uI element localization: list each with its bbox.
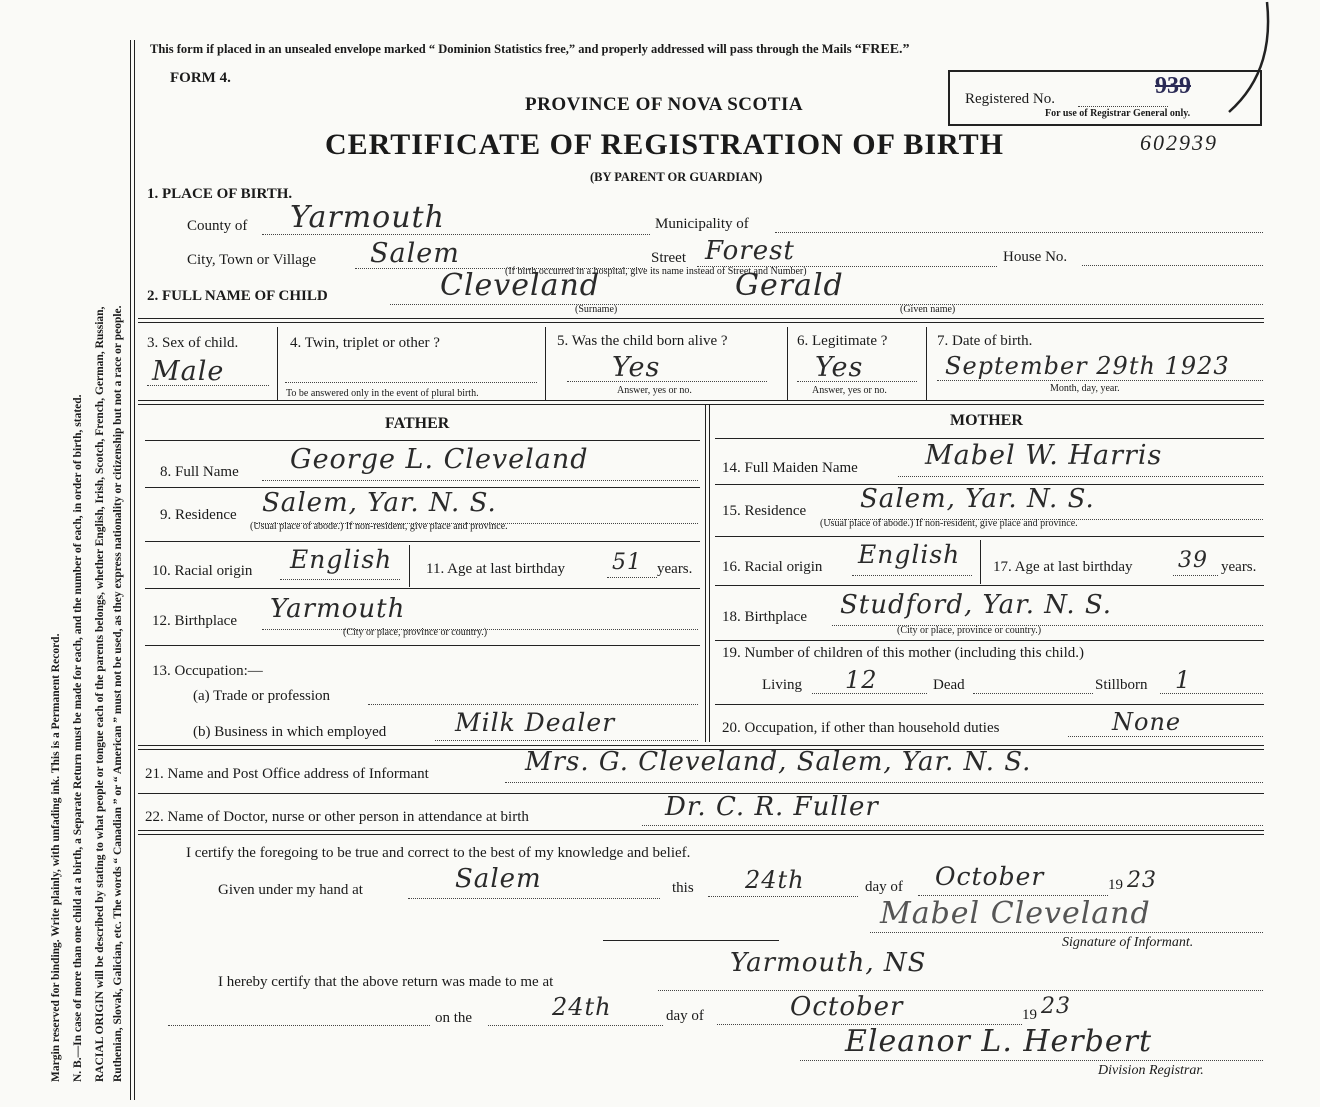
mother-age-label: 17. Age at last birthday	[993, 559, 1133, 575]
living-value: 12	[845, 666, 878, 694]
mother-occupation-value: None	[1112, 708, 1182, 736]
place-heading: 1. PLACE OF BIRTH.	[147, 186, 293, 202]
county-value: Yarmouth	[290, 200, 445, 235]
legitimate-label: 6. Legitimate ?	[797, 333, 888, 349]
registrar-caption: Division Registrar.	[1098, 1063, 1204, 1078]
mail-notice-text: This form if placed in an unsealed envelope marked “ Dominion Statistics free,” and properly addressed will pass through the Mails	[150, 42, 855, 56]
informant-signature-caption: Signature of Informant.	[1062, 935, 1194, 950]
dob-label: 7. Date of birth.	[937, 333, 1033, 349]
sex-label: 3. Sex of child.	[147, 335, 239, 351]
margin-note-1: Margin reserved for binding. Write plainly, with unfading ink. This is a Permanent Record.	[50, 633, 62, 1082]
county-label: County of	[187, 218, 248, 234]
twin-caption: To be answered only in the event of plural birth.	[286, 388, 479, 399]
registration-year-prefix: 19	[1022, 1007, 1037, 1023]
child-surname: Cleveland	[440, 268, 601, 303]
mother-occupation-label: 20. Occupation, if other than household duties	[722, 720, 1000, 736]
mail-notice	[150, 42, 910, 58]
living-label: Living	[762, 677, 802, 693]
stillborn-value: 1	[1175, 666, 1192, 694]
mother-birthplace-label: 18. Birthplace	[722, 609, 807, 625]
father-residence-value: Salem, Yar. N. S.	[262, 488, 497, 518]
twin-label: 4. Twin, triplet or other ?	[290, 335, 440, 351]
surname-caption: (Surname)	[575, 304, 618, 315]
stamp-number: 602939	[1140, 130, 1218, 155]
registrar-signature: Eleanor L. Herbert	[845, 1024, 1152, 1059]
page-title: CERTIFICATE OF REGISTRATION OF BIRTH	[325, 128, 1004, 161]
alive-label: 5. Was the child born alive ?	[557, 333, 728, 349]
child-given-name: Gerald	[735, 268, 844, 303]
alive-value: Yes	[612, 352, 661, 383]
given-day-value: 24th	[745, 866, 805, 894]
certify-statement: I certify the foregoing to be true and correct to the best of my knowledge and belief.	[186, 845, 691, 861]
registered-label: Registered No.	[965, 91, 1055, 107]
father-birthplace-label: 12. Birthplace	[152, 613, 237, 629]
mother-name-value: Mabel W. Harris	[925, 440, 1163, 471]
divider	[138, 400, 1264, 405]
doctor-label: 22. Name of Doctor, nurse or other person in attendance at birth	[145, 809, 529, 825]
given-month-value: October	[935, 862, 1045, 891]
mail-notice-free: “FREE.”	[854, 42, 910, 57]
divider	[138, 318, 1264, 323]
children-count-label: 19. Number of children of this mother (including this child.)	[722, 645, 1085, 661]
this-label: this	[672, 880, 694, 896]
street-value: Forest	[705, 236, 795, 266]
binding-margin	[0, 0, 135, 1107]
registration-month-value: October	[790, 992, 904, 1022]
doctor-value: Dr. C. R. Fuller	[665, 792, 879, 822]
registration-year-value: 23	[1041, 994, 1071, 1019]
mother-race-value: English	[858, 540, 961, 569]
father-name-label: 8. Full Name	[160, 464, 239, 480]
dayof-label: day of	[865, 879, 903, 895]
dead-label: Dead	[933, 677, 965, 693]
pen-mark-icon	[1215, 0, 1275, 120]
margin-note-4: Ruthenian, Slovak, Galician, etc. The words “ Canadian ” or “ American ” must not be used, as they express nationality or citizenship but not a race or people.	[112, 305, 124, 1082]
hereby-statement: I hereby certify that the above return was made to me at	[218, 974, 554, 990]
dob-caption: Month, day, year.	[1050, 383, 1120, 394]
registered-number: 939	[1155, 73, 1191, 99]
alive-caption: Answer, yes or no.	[617, 385, 692, 396]
onthe-label: on the	[435, 1010, 473, 1026]
father-residence-caption: (Usual place of abode.) If non-resident, give place and province.	[250, 521, 508, 532]
city-label: City, Town or Village	[187, 252, 317, 268]
mother-years-label: years.	[1221, 559, 1257, 575]
father-birthplace-caption: (City or place, province or country.)	[343, 627, 488, 638]
street-label: Street	[651, 250, 686, 266]
margin-note-3: RACIAL ORIGIN will be described by stating to what people or tongue each of the parents belongs, whether English, Irish, Scotch, French, German, Russian,	[94, 306, 106, 1082]
informant-label: 21. Name and Post Office address of Informant	[145, 766, 429, 782]
father-heading: FATHER	[385, 415, 450, 432]
registered-caption: For use of Registrar General only.	[1045, 108, 1191, 119]
given-place-value: Salem	[455, 864, 542, 894]
trade-label: (a) Trade or profession	[193, 688, 331, 704]
mother-heading: MOTHER	[950, 412, 1023, 429]
given-label: Given under my hand at	[218, 882, 363, 898]
mother-residence-label: 15. Residence	[722, 503, 807, 519]
page-subtitle: (BY PARENT OR GUARDIAN)	[590, 170, 763, 184]
margin-rule-inner	[134, 40, 135, 1100]
mother-birthplace-value: Studford, Yar. N. S.	[840, 590, 1113, 620]
father-birthplace-value: Yarmouth	[270, 594, 406, 624]
city-value: Salem	[370, 238, 460, 269]
given-name-caption: (Given name)	[900, 304, 956, 315]
father-residence-label: 9. Residence	[160, 507, 237, 523]
father-age-value: 51	[612, 550, 642, 575]
mother-residence-caption: (Usual place of abode.) If non-resident, give place and province.	[820, 518, 1078, 529]
informant-value: Mrs. G. Cleveland, Salem, Yar. N. S.	[525, 747, 1032, 777]
child-name-label: 2. FULL NAME OF CHILD	[147, 288, 328, 304]
dob-value: September 29th 1923	[945, 352, 1230, 380]
registration-place-value: Yarmouth, NS	[730, 948, 927, 978]
business-value: Milk Dealer	[455, 708, 616, 737]
house-label: House No.	[1003, 249, 1068, 265]
hospital-note: (If birth occurred in a hospital, give its name instead of Street and Number)	[505, 266, 807, 277]
father-name-value: George L. Cleveland	[290, 444, 589, 475]
form-number: FORM 4.	[170, 70, 231, 86]
mother-residence-value: Salem, Yar. N. S.	[860, 484, 1095, 514]
business-label: (b) Business in which employed	[193, 724, 387, 740]
occupation-label: 13. Occupation:—	[152, 663, 263, 679]
margin-note-2: N. B.—In case of more than one child at a birth, a Separate Return must be made for each, and the number of each, in order of birth, stated.	[72, 394, 84, 1082]
legitimate-value: Yes	[815, 352, 864, 383]
sex-value: Male	[152, 356, 225, 387]
legitimate-caption: Answer, yes or no.	[812, 385, 887, 396]
mother-birthplace-caption: (City or place, province or country.)	[897, 625, 1042, 636]
given-year-value: 23	[1127, 868, 1157, 893]
mother-race-label: 16. Racial origin	[722, 559, 823, 575]
stillborn-label: Stillborn	[1095, 677, 1148, 693]
divider	[138, 830, 1264, 835]
father-age-label: 11. Age at last birthday	[426, 561, 565, 577]
father-race-value: English	[290, 545, 393, 574]
municipality-label: Municipality of	[655, 216, 749, 232]
father-race-label: 10. Racial origin	[152, 563, 253, 579]
given-year-prefix: 19	[1108, 877, 1123, 893]
registration-dayof-label: day of	[666, 1008, 704, 1024]
informant-signature: Mabel Cleveland	[880, 896, 1151, 931]
mother-age-value: 39	[1178, 548, 1208, 573]
father-years-label: years.	[657, 561, 693, 577]
mother-name-label: 14. Full Maiden Name	[722, 460, 858, 476]
margin-rule	[130, 40, 131, 1100]
registration-day-value: 24th	[552, 993, 612, 1021]
province-heading: PROVINCE OF NOVA SCOTIA	[525, 94, 804, 115]
